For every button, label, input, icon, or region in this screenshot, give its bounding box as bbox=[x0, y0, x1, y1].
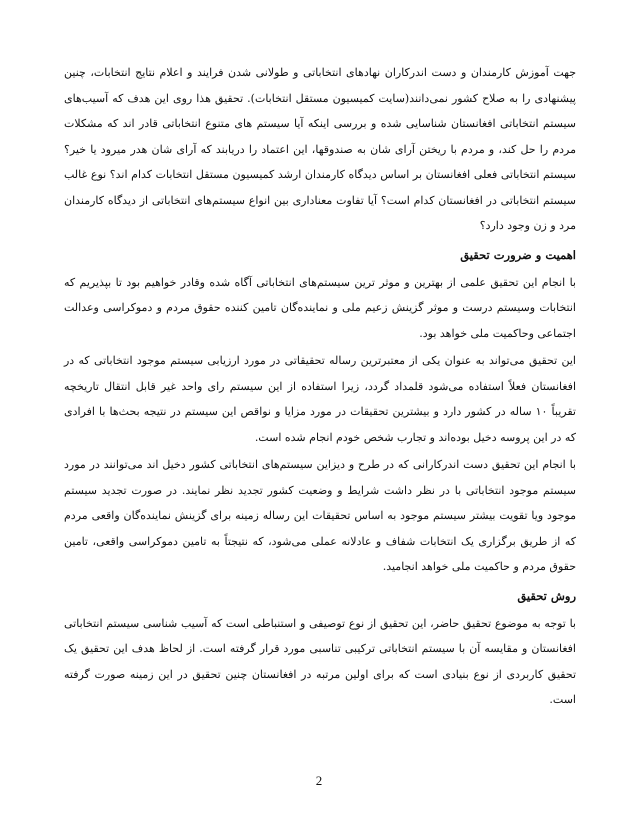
importance-paragraph-2: این تحقیق می‌تواند به عنوان یکی از معتبرترین رساله تحقیقاتی در مورد ارزیابی سیستم موجود انتخاباتی که در افغانستان فعلاً استفاده می‌شود قلمداد گردد، زیرا استفاده از این سیستم رای واحد غیر قابل انتقال تاریخچه تقریباً ۱۰ ساله در کشور دارد و بیشترین تحقیقات در مورد مزایا و نواقص این سیستم در نتیجه بحث‌ها با افرادی که در این پروسه دخیل بوده‌اند و تجارب شخص خودم انجام شده است. bbox=[64, 354, 576, 444]
intro-paragraph: جهت آموزش کارمندان و دست اندرکاران نهادهای انتخاباتی و طولانی شدن فرایند و اعلام نتایج انتخابات، چنین پیشنهادی را به صلاح کشور نمی‌دانند(سایت کمیسیون مستقل انتخابات). تحقیق هذا روی این هدف که آسیب‌های سیستم انتخاباتی افغانستان شناسایی شده و بررسی اینکه آیا سیستم های متنوع انتخاباتی قادر اند که مشکلات مردم را حل کند، و مردم با ریختن آرای شان به صندوقها، این اعتماد را دریابند که آرای شان هدر میرود یا خیر؟ سیستم انتخاباتی فعلی افغانستان بر اساس دیدگاه کارمندان ارشد کمیسیون مستقل انتخابات کدام اند؟ نوع غالب سیستم انتخاباتی در افغانستان کدام است؟ آیا تفاوت معناداری بین انواع سیستم‌های انتخاباتی از دیدگاه کارمندان مرد و زن وجود دارد؟ bbox=[64, 66, 576, 232]
document-page bbox=[64, 60, 576, 713]
importance-paragraph-3: با انجام این تحقیق دست اندرکارانی که در طرح و دیزاین سیستم‌های انتخاباتی کشور دخیل اند می‌توانند در مورد سیستم موجود انتخاباتی با در نظر داشت شرایط و وضعیت کشور تجدید نظر نمایند. در صورت تجدید سیستم موجود ویا تقویت بیشتر سیستم موجود به اساس تحقیقات این رساله زمینه برای گزینش نماینده‌گان واقعی مردم که از طریق برگزاری یک انتخابات شفاف و عادلانه عملی می‌شود، که نتیجتاً به تامین دموکراسی واقعی، تامین حقوق مردم و حاکمیت ملی خواهد انجامید. bbox=[64, 458, 576, 573]
method-heading: روش تحقیق bbox=[517, 588, 576, 603]
importance-heading: اهمیت و ضرورت تحقیق bbox=[460, 247, 576, 262]
importance-paragraph-1: با انجام این تحقیق علمی از بهترین و موثر ترین سیستم‌های انتخاباتی آگاه شده وقادر خواهیم بود تا بپذیریم که انتخابات وسیستم درست و موثر گزینش زعیم ملی و نماینده‌گان تامین کننده حقوق مردم و دموکراسی وعدالت اجتماعی وحاکمیت ملی خواهد بود. bbox=[64, 275, 576, 340]
page-number: 2 bbox=[315, 773, 323, 788]
method-paragraph: با توجه به موضوع تحقیق حاضر، این تحقیق از نوع توصیفی و استنباطی است که آسیب شناسی سیستم انتخاباتی افغانستان و مقایسه آن با سیستم انتخاباتی ترکیبی تناسبی مورد قرار گرفته است. از لحاظ هدف این تحقیق یک تحقیق کاربردی از نوع بنیادی است که برای اولین مرتبه در افغانستان چنین تحقیق در این زمینه صورت گرفته است. bbox=[64, 616, 576, 706]
